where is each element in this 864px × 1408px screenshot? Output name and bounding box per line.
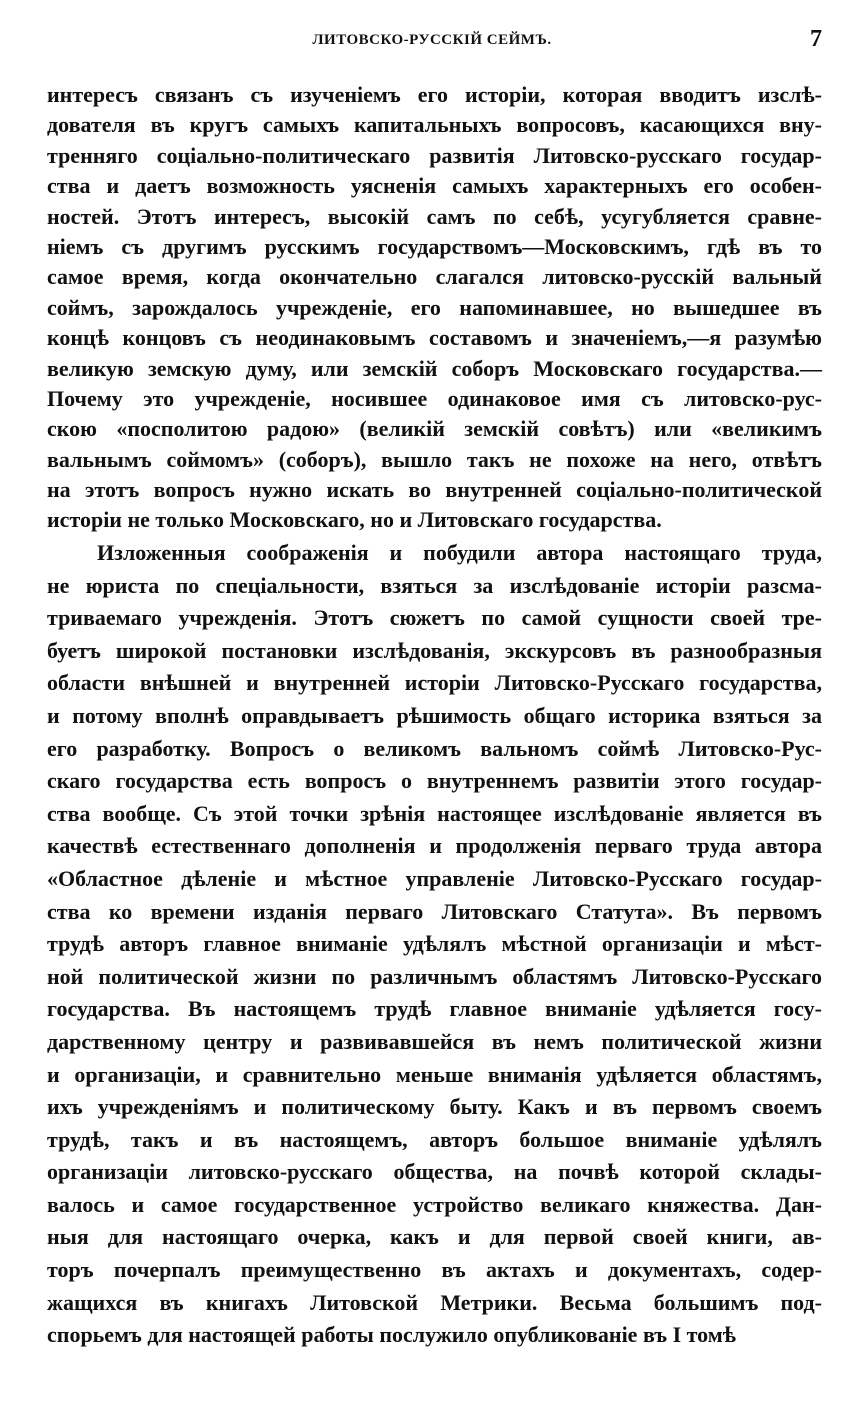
text-line: жащихся въ книгахъ Литовской Метрики. Весьма большимъ под- — [47, 1289, 822, 1315]
text-line: вальнымъ соймомъ» (соборъ), вышло такъ не похоже на него, отвѣтъ — [47, 446, 822, 472]
text-line: ства ко времени изданія перваго Литовскаго Статута». Въ первомъ — [47, 898, 822, 924]
page-header — [0, 26, 864, 54]
text-line: качествѣ естественнаго дополненія и продолженія перваго труда автора — [47, 833, 822, 859]
text-line: «Областное дѣленіе и мѣстное управленіе Литовско-Русскаго государ- — [47, 865, 822, 891]
text-line: самое время, когда окончательно слагался литовско-русскій вальный — [47, 264, 822, 290]
text-line: Почему это учрежденіе, носившее одинаковое имя съ литовско-рус- — [47, 385, 822, 411]
text-line: буетъ широкой постановки изслѣдованія, экскурсовъ въ разнообразныя — [47, 637, 822, 663]
text-line: и потому вполнѣ оправдываетъ рѣшимость общаго историка взяться за — [47, 702, 822, 728]
page-number: 7 — [810, 26, 822, 52]
text-line: ныя для настоящаго очерка, какъ и для первой своей книги, ав- — [47, 1224, 822, 1250]
running-title: ЛИТОВСКО-РУССКІЙ СЕЙМЪ. — [312, 32, 552, 48]
text-line: ства и даетъ возможность уясненія самыхъ характерныхъ его особен- — [47, 173, 822, 199]
text-line: соймъ, зарождалось учрежденіе, его напоминавшее, но вышедшее въ — [47, 294, 822, 320]
text-line: триваемаго учрежденія. Этотъ сюжетъ по самой сущности своей тре- — [47, 605, 822, 631]
text-line: его разработку. Вопросъ о великомъ вальномъ соймѣ Литовско-Рус- — [47, 735, 822, 761]
text-line: ной политической жизни по различнымъ областямъ Литовско-Русскаго — [47, 963, 822, 989]
text-line: организаціи литовско-русскаго общества, на почвѣ которой склады- — [47, 1159, 822, 1185]
text-line: спорьемъ для настоящей работы послужило опубликованіе въ I томѣ — [47, 1322, 736, 1348]
text-line: не юриста по спеціальности, взяться за изслѣдованіе исторіи разсма- — [47, 572, 822, 598]
text-line: трудѣ, такъ и въ настоящемъ, авторъ большое вниманіе удѣлялъ — [47, 1126, 822, 1152]
text-line: государства. Въ настоящемъ трудѣ главное вниманіе удѣляется госу- — [47, 996, 822, 1022]
paragraph-1 — [47, 80, 822, 536]
text-line: тренняго соціально-политическаго развитія Литовско-русскаго государ- — [47, 142, 822, 168]
text-line: интересъ связанъ съ изученіемъ его исторіи, которая вводитъ изслѣ- — [47, 82, 822, 107]
text-line: торъ почерпалъ преимущественно въ актахъ и документахъ, содер- — [47, 1257, 822, 1283]
text-line: валось и самое государственное устройство великаго княжества. Дан- — [47, 1191, 822, 1217]
text-line: на этотъ вопросъ нужно искать во внутренней соціально-политической — [47, 477, 822, 503]
text-line: ностей. Этотъ интересъ, высокій самъ по себѣ, усугубляется сравне- — [47, 203, 822, 229]
text-line: исторіи не только Московскаго, но и Литовскаго государства. — [47, 507, 662, 533]
paragraph-2 — [47, 537, 822, 1352]
text-line: Изложенныя соображенія и побудили автора настоящаго труда, — [97, 540, 822, 565]
text-line: трудѣ авторъ главное вниманіе удѣлялъ мѣстной организаціи и мѣст- — [47, 931, 822, 957]
text-line: дарственному центру и развивавшейся въ немъ политической жизни — [47, 1028, 822, 1054]
text-line: области внѣшней и внутренней исторіи Литовско-Русскаго государства, — [47, 670, 822, 696]
text-line: ства вообще. Съ этой точки зрѣнія настоящее изслѣдованіе является въ — [47, 800, 822, 826]
text-line: концѣ концовъ съ неодинаковымъ составомъ и значеніемъ,—я разумѣю — [47, 325, 822, 351]
text-line: и организаціи, и сравнительно меньше вниманія удѣляется областямъ, — [47, 1061, 822, 1087]
text-line: ніемъ съ другимъ русскимъ государствомъ—Московскимъ, гдѣ въ то — [47, 233, 822, 259]
text-line: скаго государства есть вопросъ о внутреннемъ развитіи этого государ- — [47, 768, 822, 794]
text-line: дователя въ кругъ самыхъ капитальныхъ вопросовъ, касающихся вну- — [47, 112, 822, 138]
text-line: ихъ учрежденіямъ и политическому быту. Какъ и въ первомъ своемъ — [47, 1094, 822, 1120]
text-line: скою «посполитою радою» (великій земскій совѣтъ) или «великимъ — [47, 416, 822, 442]
text-line: великую земскую думу, или земскій соборъ Московскаго государства.— — [47, 355, 822, 381]
